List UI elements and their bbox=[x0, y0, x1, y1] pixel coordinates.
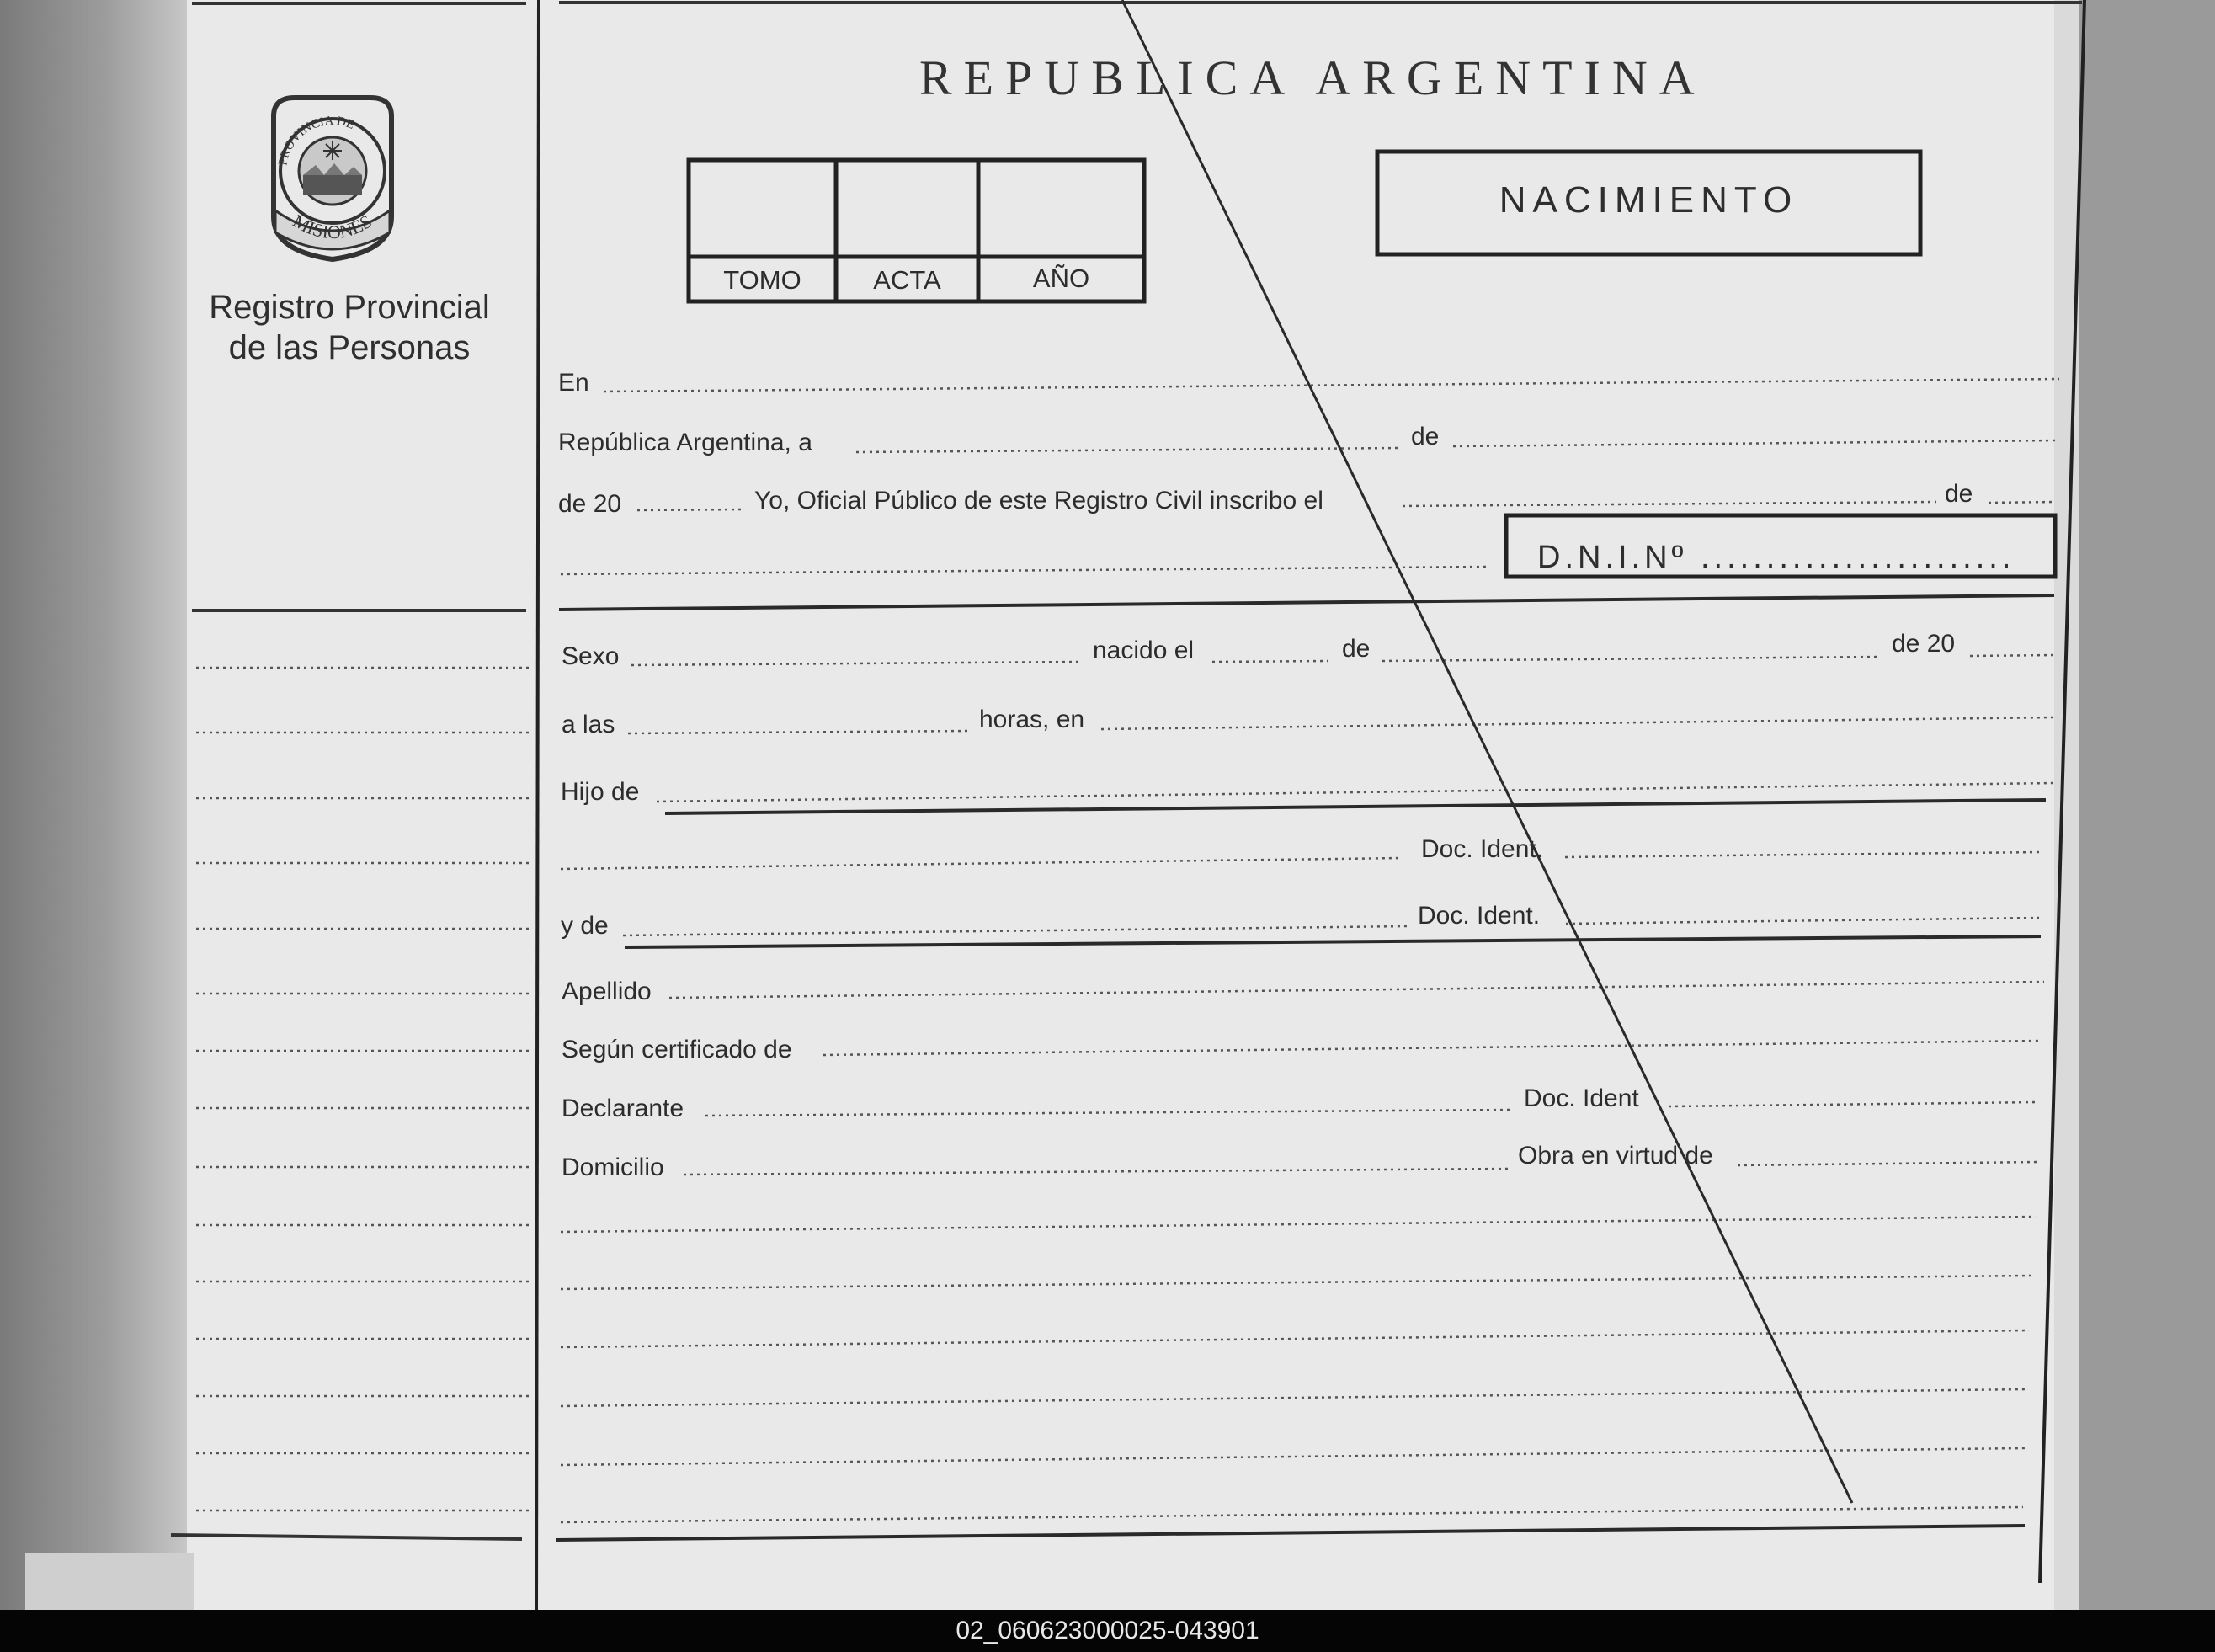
label-yo-oficial: Yo, Oficial Público de este Registro Civil inscribo el bbox=[754, 487, 1323, 514]
label-domicilio: Domicilio bbox=[562, 1154, 664, 1181]
label-segun-certificado: Según certificado de bbox=[562, 1036, 792, 1063]
label-dni: D.N.I.Nº ........................ bbox=[1537, 540, 2015, 575]
label-doc-ident-2: Doc. Ident. bbox=[1418, 902, 1541, 930]
label-y-de: y de bbox=[561, 912, 609, 940]
country-title: REPUBLICA ARGENTINA bbox=[919, 51, 1707, 105]
label-en: En bbox=[558, 369, 589, 397]
scan-id-bar bbox=[0, 1610, 2215, 1652]
acta-label: ACTA bbox=[873, 265, 941, 295]
label-de-20: de 20 bbox=[558, 490, 622, 518]
label-a-las: a las bbox=[562, 711, 615, 738]
record-type-label: NACIMIENTO bbox=[1499, 179, 1799, 221]
paper-sheet bbox=[187, 0, 2085, 1610]
label-obra-virtud: Obra en virtud de bbox=[1518, 1142, 1713, 1170]
label-horas-en: horas, en bbox=[979, 706, 1085, 733]
label-republica: República Argentina, a bbox=[558, 429, 812, 456]
label-doc-ident-1: Doc. Ident. bbox=[1421, 835, 1544, 863]
label-apellido: Apellido bbox=[562, 978, 652, 1005]
provincia-misiones-seal bbox=[257, 91, 408, 264]
label-hijo-de: Hijo de bbox=[561, 778, 640, 806]
label-de-3: de bbox=[1342, 635, 1371, 663]
label-de-20-birth: de 20 bbox=[1892, 630, 1956, 658]
seal-top-text: PROVINCIA DE bbox=[276, 114, 356, 167]
label-de-2: de bbox=[1945, 480, 1973, 508]
registry-name-line2: de las Personas bbox=[228, 329, 471, 366]
tomo-label: TOMO bbox=[723, 265, 801, 295]
label-nacido-el: nacido el bbox=[1093, 637, 1195, 664]
ano-label: AÑO bbox=[1032, 264, 1090, 293]
label-declarante: Declarante bbox=[562, 1095, 684, 1122]
registry-name-line1: Registro Provincial bbox=[209, 289, 490, 326]
label-de-1: de bbox=[1411, 423, 1440, 450]
scan-id: 02_060623000025-043901 bbox=[956, 1617, 1259, 1644]
label-sexo: Sexo bbox=[562, 642, 620, 670]
seal-bottom-text: MISIONES bbox=[289, 210, 375, 243]
label-doc-ident-3: Doc. Ident bbox=[1524, 1084, 1639, 1112]
